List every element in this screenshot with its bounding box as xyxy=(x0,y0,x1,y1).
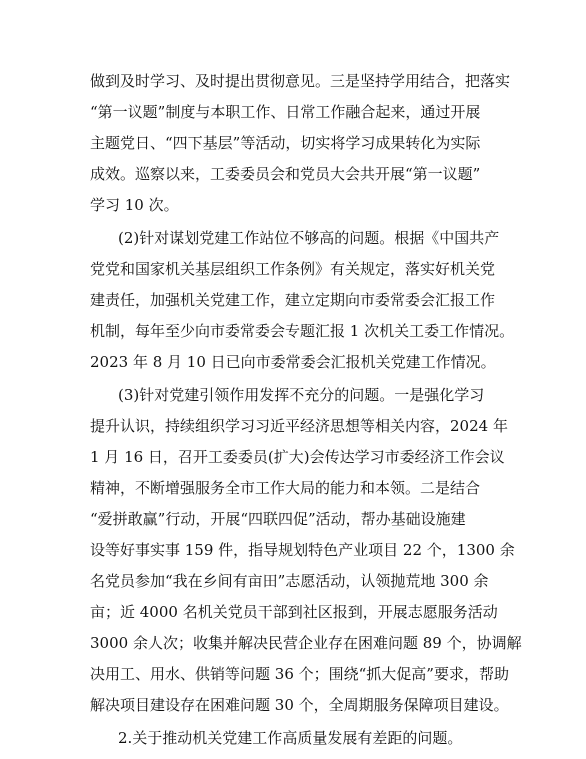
text-line: 名党员参加“我在乡间有亩田”志愿活动，认领抛荒地 300 余 xyxy=(90,572,489,590)
text-line: 主题党日、“四下基层”等活动，切实将学习成果转化为实际 xyxy=(90,134,481,152)
text-line: 1 月 16 日，召开工委委员(扩大)会传达学习市委经济工作会议 xyxy=(90,448,505,466)
text-line: 党党和国家机关基层组织工作条例》有关规定，落实好机关党 xyxy=(90,260,496,278)
section-heading: 2.关于推动机关党建工作高质量发展有差距的问题。 xyxy=(118,729,463,747)
text-line: 建责任，加强机关党建工作，建立定期向市委常委会汇报工作 xyxy=(90,291,496,309)
text-line: 学习 10 次。 xyxy=(90,196,179,214)
text-line: 2023 年 8 月 10 日已向市委常委会汇报机关党建工作情况。 xyxy=(90,353,496,371)
text-line: 决用工、用水、供销等问题 36 个；围绕“抓大促高”要求，帮助 xyxy=(90,665,509,683)
text-line: “爱拼敢赢”行动，开展“四联四促”活动，帮办基础设施建 xyxy=(90,510,466,528)
text-line: 亩；近 4000 名机关党员干部到社区报到，开展志愿服务活动 xyxy=(90,603,498,621)
text-line: 精神，不断增强服务全市工作大局的能力和本领。二是结合 xyxy=(90,479,481,497)
text-line: 机制，每年至少向市委常委会专题汇报 1 次机关工委工作情况。 xyxy=(90,322,515,340)
text-line: 设等好事实事 159 件，指导规划特色产业项目 22 个，1300 余 xyxy=(90,541,515,559)
paragraph-2-first-line: (2)针对谋划党建工作站位不够高的问题。根据《中国共产 xyxy=(118,229,500,247)
text-line: 成效。巡察以来，工委委员会和党员大会共开展“第一议题” xyxy=(90,165,481,183)
text-line: 3000 余人次；收集并解决民营企业存在困难问题 89 个，协调解 xyxy=(90,634,522,652)
text-line: “第一议题”制度与本职工作、日常工作融合起来，通过开展 xyxy=(90,103,481,121)
paragraph-3-first-line: (3)针对党建引领作用发挥不充分的问题。一是强化学习 xyxy=(118,386,485,404)
text-line: 解决项目建设存在困难问题 30 个，全周期服务保障项目建设。 xyxy=(90,696,509,714)
text-line: 做到及时学习、及时提出贯彻意见。三是坚持学用结合，把落实 xyxy=(90,72,511,90)
text-line: 提升认识，持续组织学习习近平经济思想等相关内容，2024 年 xyxy=(90,417,508,435)
